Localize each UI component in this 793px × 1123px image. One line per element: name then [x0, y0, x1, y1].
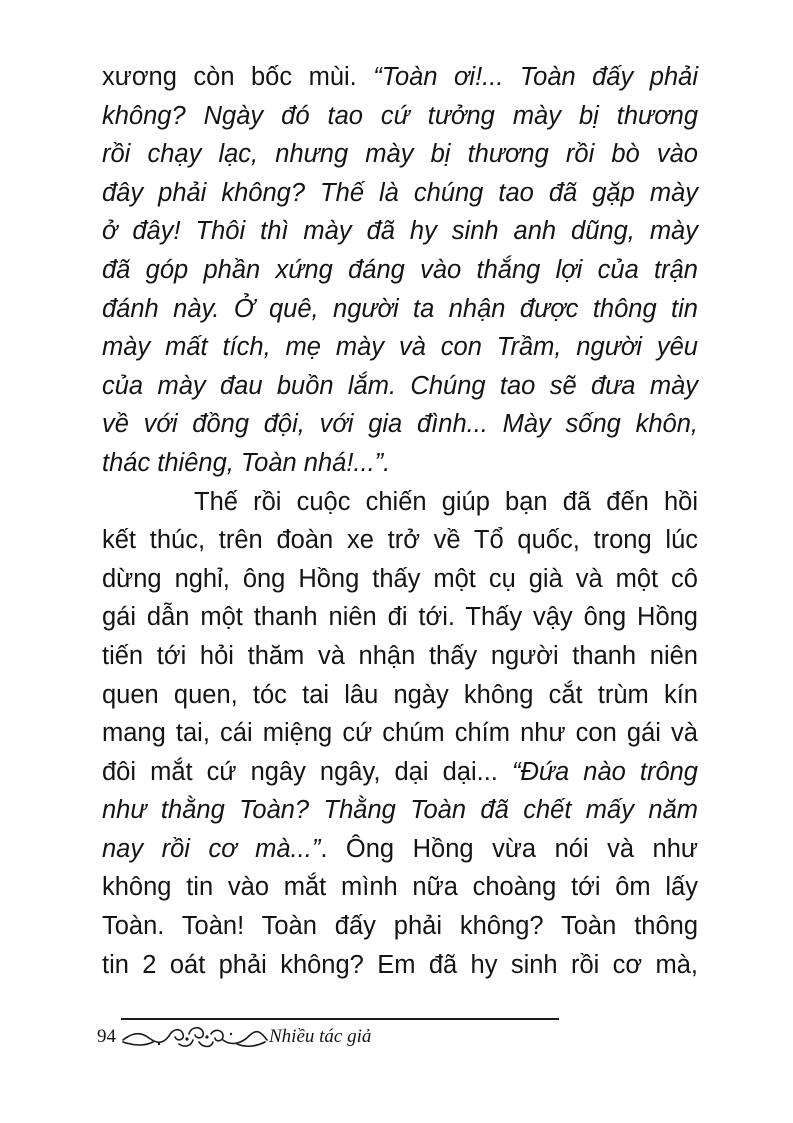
italic-text-segment: không? Ngày đó tao cứ tưởng mày bị thương: [102, 101, 698, 130]
text-line: [102, 946, 698, 985]
italic-text-segment: về với đồng đội, với gia đình... Mày sống khôn,: [102, 410, 698, 439]
text-line: [102, 791, 698, 830]
text-line: [102, 483, 698, 522]
text-line: [102, 328, 698, 367]
text-segment: Toàn. Toàn! Toàn đấy phải không? Toàn thông: [102, 912, 698, 941]
text-line: [102, 212, 698, 251]
italic-text-segment: của mày đau buồn lắm. Chúng tao sẽ đưa mày: [102, 371, 698, 400]
text-line: [102, 251, 698, 290]
italic-text-segment: mày mất tích, mẹ mày và con Trầm, người yêu: [102, 333, 698, 362]
italic-text-segment: như thằng Toàn? Thằng Toàn đã chết mấy năm: [102, 796, 698, 825]
text-line: [102, 405, 698, 444]
text-segment: . Ông Hồng vừa nói và như: [320, 834, 698, 863]
text-segment: đôi mắt cứ ngây ngây, dại dại...: [102, 757, 512, 786]
footer-rule: [121, 1018, 559, 1020]
text-segment: quen quen, tóc tai lâu ngày không cắt trùm kín: [102, 680, 698, 709]
text-line: [102, 444, 698, 483]
italic-text-segment: đánh này. Ở quê, người ta nhận được thông tin: [102, 294, 698, 323]
italic-text-segment: “Đứa nào trông: [511, 757, 698, 786]
text-segment: xương còn bốc mùi.: [102, 63, 374, 91]
text-segment: gái dẫn một thanh niên đi tới. Thấy vậy ông Hồng: [102, 603, 698, 632]
page-footer: [97, 1018, 559, 1062]
footer-author: Nhiều tác giả: [269, 1026, 372, 1047]
text-line: [102, 135, 698, 174]
text-line: [102, 753, 698, 792]
text-segment: không tin vào mắt mình nữa choàng tới ôm lấy: [102, 873, 698, 902]
text-segment: mang tai, cái miệng cứ chúm chím như con gái và: [102, 719, 698, 748]
italic-text-segment: nay rồi cơ mà...”: [102, 834, 321, 863]
text-line: [102, 637, 698, 676]
italic-text-segment: thác thiêng, Toàn nhá!...”.: [102, 448, 391, 477]
paragraph-main: [102, 483, 698, 985]
text-line: [102, 868, 698, 907]
text-segment: tiến tới hỏi thăm và nhận thấy người thanh niên: [102, 641, 698, 670]
italic-text-segment: rồi chạy lạc, nhưng mày bị thương rồi bò vào: [102, 140, 698, 169]
text-line: [102, 290, 698, 329]
text-line: [102, 58, 698, 97]
text-segment: tin 2 oát phải không? Em đã hy sinh rồi cơ mà,: [102, 950, 698, 979]
italic-text-segment: đã góp phần xứng đáng vào thắng lợi của trận: [102, 255, 698, 284]
text-segment: dừng nghỉ, ông Hồng thấy một cụ già và một cô: [102, 564, 698, 593]
italic-text-segment: ở đây! Thôi thì mày đã hy sinh anh dũng, mày: [102, 217, 698, 246]
text-line: [102, 676, 698, 715]
italic-text-segment: đây phải không? Thế là chúng tao đã gặp mày: [102, 178, 698, 207]
text-line: [102, 907, 698, 946]
swirl-ornament-icon: [119, 1022, 269, 1052]
text-line: [102, 830, 698, 869]
body-text: [102, 58, 698, 984]
text-line: [102, 560, 698, 599]
text-segment: Thế rồi cuộc chiến giúp bạn đã đến hồi: [194, 487, 698, 516]
text-line: [102, 714, 698, 753]
text-segment: kết thúc, trên đoàn xe trở về Tổ quốc, trong lúc: [102, 526, 698, 555]
text-line: [102, 97, 698, 136]
paragraph-quote-continuation: [102, 58, 698, 483]
text-line: [102, 521, 698, 560]
italic-text-segment: “Toàn ơi!... Toàn đấy phải: [373, 63, 698, 91]
page-number: 94: [97, 1026, 116, 1047]
text-line: [102, 367, 698, 406]
text-line: [102, 598, 698, 637]
text-line: [102, 174, 698, 213]
